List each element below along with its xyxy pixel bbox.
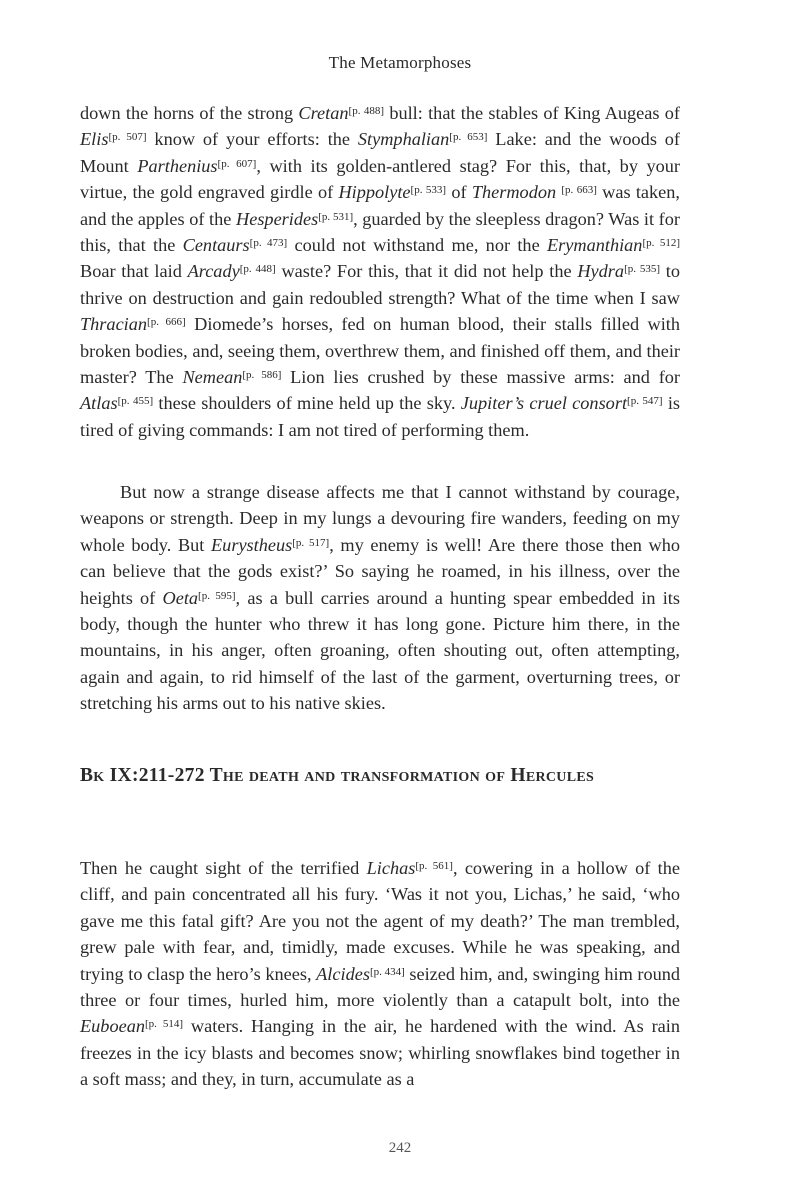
page-reference: [p. 663]	[561, 184, 597, 197]
place-name: Arcady	[187, 261, 240, 282]
text-run: down the horns of the strong	[80, 103, 299, 123]
page-reference: [p. 531]	[318, 210, 354, 223]
page-reference: [p. 653]	[449, 131, 488, 144]
page-reference: [p. 586]	[242, 369, 282, 382]
person-name: Hesperides	[236, 208, 319, 229]
text-run: , as a bull carries around a hunting spear embedded in its body, though the hunter who threw it has long gone. Picture him there, in the mountains, in his anger, often groaning, often shouting out, often attempting, again and again, to rid himself of the last of the garment, overturning trees, or stretching his arms out to his native skies.	[80, 587, 681, 714]
page-reference: [p. 517]	[292, 536, 330, 549]
page-reference: [p. 595]	[198, 589, 236, 602]
page-reference: [p. 666]	[147, 316, 186, 329]
page-number: 242	[388, 1140, 412, 1156]
page-reference: [p. 507]	[108, 131, 147, 144]
page-reference: [p. 514]	[144, 1018, 184, 1031]
place-name: Parthenius	[137, 155, 218, 176]
text-run: Diomede’s horses, fed on human blood, their stalls filled with broken bodies, and, seeing them, overthrew them, and finished off them, and their master? The	[80, 314, 680, 388]
place-name: Oeta	[162, 587, 199, 608]
paragraph-3	[80, 855, 680, 1093]
person-name: Centaurs	[182, 235, 250, 256]
place-name: Euboean	[80, 1016, 145, 1037]
page-reference: [p. 533]	[410, 184, 447, 197]
text-run: waste? For this, that it did not help the	[275, 261, 578, 282]
text-run: could not withstand me, nor the	[287, 235, 547, 256]
text-run: But now a strange disease affects me that I cannot withstand by courage, weapons or strength. Deep in my lungs a devouring fire wanders, feeding on my whole body. But	[80, 482, 680, 555]
text-run: Then he caught sight of the terrified	[80, 858, 367, 878]
text-run: bull: that the stables of King Augeas of	[384, 103, 681, 123]
text-run: know of your efforts: the	[146, 129, 358, 150]
page-reference: [p. 512]	[642, 237, 681, 250]
page-reference: [p. 535]	[624, 263, 661, 276]
person-name: Lichas	[366, 858, 416, 878]
page-reference: [p. 455]	[117, 395, 154, 408]
text-run: , cowering in a hollow of the cliff, and pain concentrated all his fury. ‘Was it not you, Lichas,’ he said, ‘who gave me this fatal gift? Are you not the agent of my death?’ The man trembled, grew pale with fear, and, timidly, made excuses. While he was speaking, and trying to clasp the hero’s knees,	[80, 858, 681, 984]
place-name: Elis	[80, 129, 109, 150]
text-run: Lion lies crushed by these massive arms: and for	[281, 367, 681, 388]
place-name: Thermodon	[471, 182, 557, 203]
paragraph-1	[80, 100, 680, 443]
place-name: Nemean	[182, 367, 243, 388]
page-reference: [p. 561]	[415, 860, 453, 872]
text-run: to thrive on destruction and gain redoubled strength? What of the time when I saw	[80, 261, 681, 308]
text-run: seized him, and, swinging him round three or four times, hurled him, more violently than a catapult bolt, into the	[80, 963, 681, 1011]
running-head: The Metamorphoses	[328, 53, 472, 72]
text-run: these shoulders of mine held up the sky.	[153, 393, 461, 414]
text-run: , my enemy is well! Are there those then who can believe that the gods exist?’ So saying he roamed, in his illness, over the heights of	[80, 534, 681, 608]
place-name: Erymanthian	[546, 235, 643, 256]
place-name: Thracian	[80, 314, 148, 335]
person-name: Jupiter’s cruel consort	[460, 393, 628, 414]
text-run: of	[446, 182, 472, 203]
text-run: Boar that laid	[80, 261, 188, 282]
person-name: Hippolyte	[338, 182, 411, 203]
text-run: , with its golden-antlered stag? For this, that, by your virtue, the gold engraved girdle of	[80, 155, 681, 203]
person-name: Atlas	[80, 393, 118, 414]
page-reference: [p. 473]	[249, 237, 288, 250]
section-heading: Bk IX:211-272 The death and transformation of Hercules	[80, 765, 595, 786]
page-reference: [p. 607]	[217, 157, 257, 170]
place-name: Cretan	[298, 103, 349, 123]
person-name: Alcides	[316, 963, 370, 984]
place-name: Stymphalian	[357, 129, 450, 150]
paragraph-2	[80, 479, 680, 717]
text-run: was taken, and the apples of the	[80, 182, 681, 229]
text-run: , guarded by the sleepless dragon? Was it for this, that the	[80, 208, 680, 256]
text-run: waters. Hanging in the air, he hardened with the wind. As rain freezes in the icy blasts and becomes snow; whirling snowflakes bind together in a soft mass; and they, in turn, accumulate as a	[80, 1016, 681, 1090]
person-name: Eurystheus	[211, 534, 293, 555]
section-heading-wrapper	[80, 763, 680, 788]
text-run: Lake: and the woods of Mount	[80, 129, 681, 176]
person-name: Hydra	[577, 261, 625, 282]
page-reference: [p. 547]	[627, 395, 663, 408]
page-reference: [p. 448]	[239, 263, 276, 276]
page-reference: [p. 488]	[348, 105, 385, 117]
page-reference: [p. 434]	[369, 965, 405, 978]
text-run: is tired of giving commands: I am not tired of performing them.	[80, 393, 681, 440]
